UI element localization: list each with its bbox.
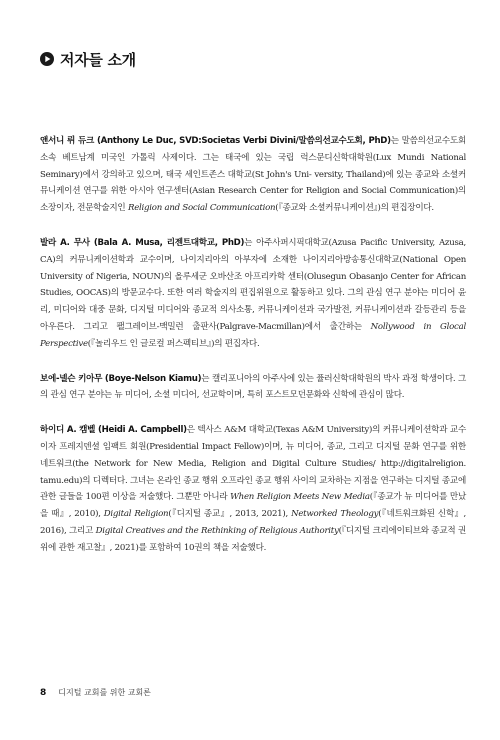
book-title: Digital Religion [103, 509, 169, 520]
bio-text: 는 아주사퍼시픽대학교(Azusa Pacific University, Azusa, CA)의 커뮤니케이션학과 교수이며, 나이지리아의 아부자에 소재한 나이지리아방송통신대학교(National Open University of Nigeria, NOUN)의 올루세군 오바산조 아프리카학 센터(Olusegun Obasanjo Center for African Studies, OOCAS)의 방문교수다. 또한 여러 학술지의 편집위원으로 활동하고 있다. 그의 관심 연구 분야는 미디어 윤리, 미디어와 대중 문화, 디지털 미디어와 종교적 의사소통, 커뮤니케이션과 국가발전, 커뮤니케이션과 갈등관리 등을 아우른다. 그리고 팰그레이브-맥밀런 출판사(Palgrave-Macmillan)에서 출간하는 [40, 237, 467, 332]
author-bio [40, 133, 466, 217]
book-title: When Religion Meets New Media [230, 492, 370, 503]
bio-text: (『디지털 크리에이티브와 종교적 권위에 관한 재고찰』, 2021)를 포함하여 10권의 책을 저술했다. [40, 525, 466, 553]
author-credentials: (Bala A. Musa, 리젠트대학교, PhD) [89, 237, 245, 248]
section-heading [40, 48, 136, 70]
book-title: Nollywood in Glocal Perspective [40, 321, 466, 349]
author-credentials: (Anthony Le Duc, SVD:Societas Verbi Divini/말씀의선교수도회, PhD) [93, 136, 391, 146]
page-footer [40, 687, 151, 698]
author-credentials: (Heidi A. Campbell) [95, 425, 187, 436]
book-title: Religion and Social Communication [127, 203, 276, 214]
author-name: 앤서니 뤼 듀크 [40, 136, 94, 146]
running-title: 디지털 교회를 위한 교회론 [58, 688, 151, 697]
author-bio [40, 422, 466, 556]
author-name: 하이디 A. 캠벨 [40, 425, 96, 436]
author-credentials: (Boye-Nelson Kiamu) [102, 373, 202, 384]
book-title: Digital Creatives and the Rethinking of Religious Authority [95, 525, 339, 536]
bio-text: (『놀리우드 인 글로컬 퍼스펙티브』)의 편집자다. [87, 338, 260, 349]
book-title: Networked Theology [291, 509, 379, 520]
author-bio [40, 371, 466, 405]
bio-text: (『종교와 소셜커뮤니케이션』)의 편집장이다. [275, 203, 434, 214]
author-bio [40, 235, 466, 353]
bio-text: 는 말씀의선교수도회 소속 베트남계 미국인 가톨릭 사제이다. 그는 태국에 있는 국립 럭스문디신학대학원(Lux Mundi National Seminary)에서 강의하고 있으며, 태국 세인트존스 대학교(St John's Uni- versity, Thailand)에 있는 종교와 소셜커뮤니케이션 연구를 위한 아시아 연구센터(Asian Research Center for Religion and Social Communication)의 소장이자, 전문학술지인 [40, 136, 466, 214]
section-title: 저자들 소개 [60, 50, 136, 69]
bio-text: 은 텍사스 A&M 대학교(Texas A&M University)의 커뮤니케이션학과 교수이자 프레지덴셜 임팩트 회원(Presidential Impact Fellow)이며, 뉴 미디어, 종교, 그리고 디지털 문화 연구를 위한 네트워크(the Network for New Media, Religion and Digital Culture Studies/ http://digitalreligion. tamu.edu)의 디렉터다. 그녀는 온라인 종교 행위 오프라인 종교 행위 사이의 교차하는 지점을 연구하는 디지털 종교에 관한 글들을 100편 이상을 저술했다. 그뿐만 아니라 [40, 425, 466, 503]
bio-text: (『디지털 종교』, 2013, 2021), [168, 509, 292, 520]
author-name: 발라 A. 무사 [40, 237, 90, 248]
bio-text: (『네트워크화된 신학』, 2016), 그리고 [40, 509, 467, 536]
author-name: 보에-넬슨 키아무 [40, 373, 103, 384]
bio-text: 는 캘리포니아의 아주사에 있는 퓰러신학대학원의 박사 과정 학생이다. 그의 관심 연구 분야는 뉴 미디어, 소셜 미디어, 선교학이며, 특히 포스트모던문화와 신학에 관심이 많다. [40, 373, 466, 401]
play-circle-icon [40, 52, 54, 66]
page-number: 8 [40, 687, 47, 698]
bio-text: (『종교가 뉴 미디어를 만났을 때』, 2010), [40, 492, 467, 520]
author-list [40, 133, 466, 575]
